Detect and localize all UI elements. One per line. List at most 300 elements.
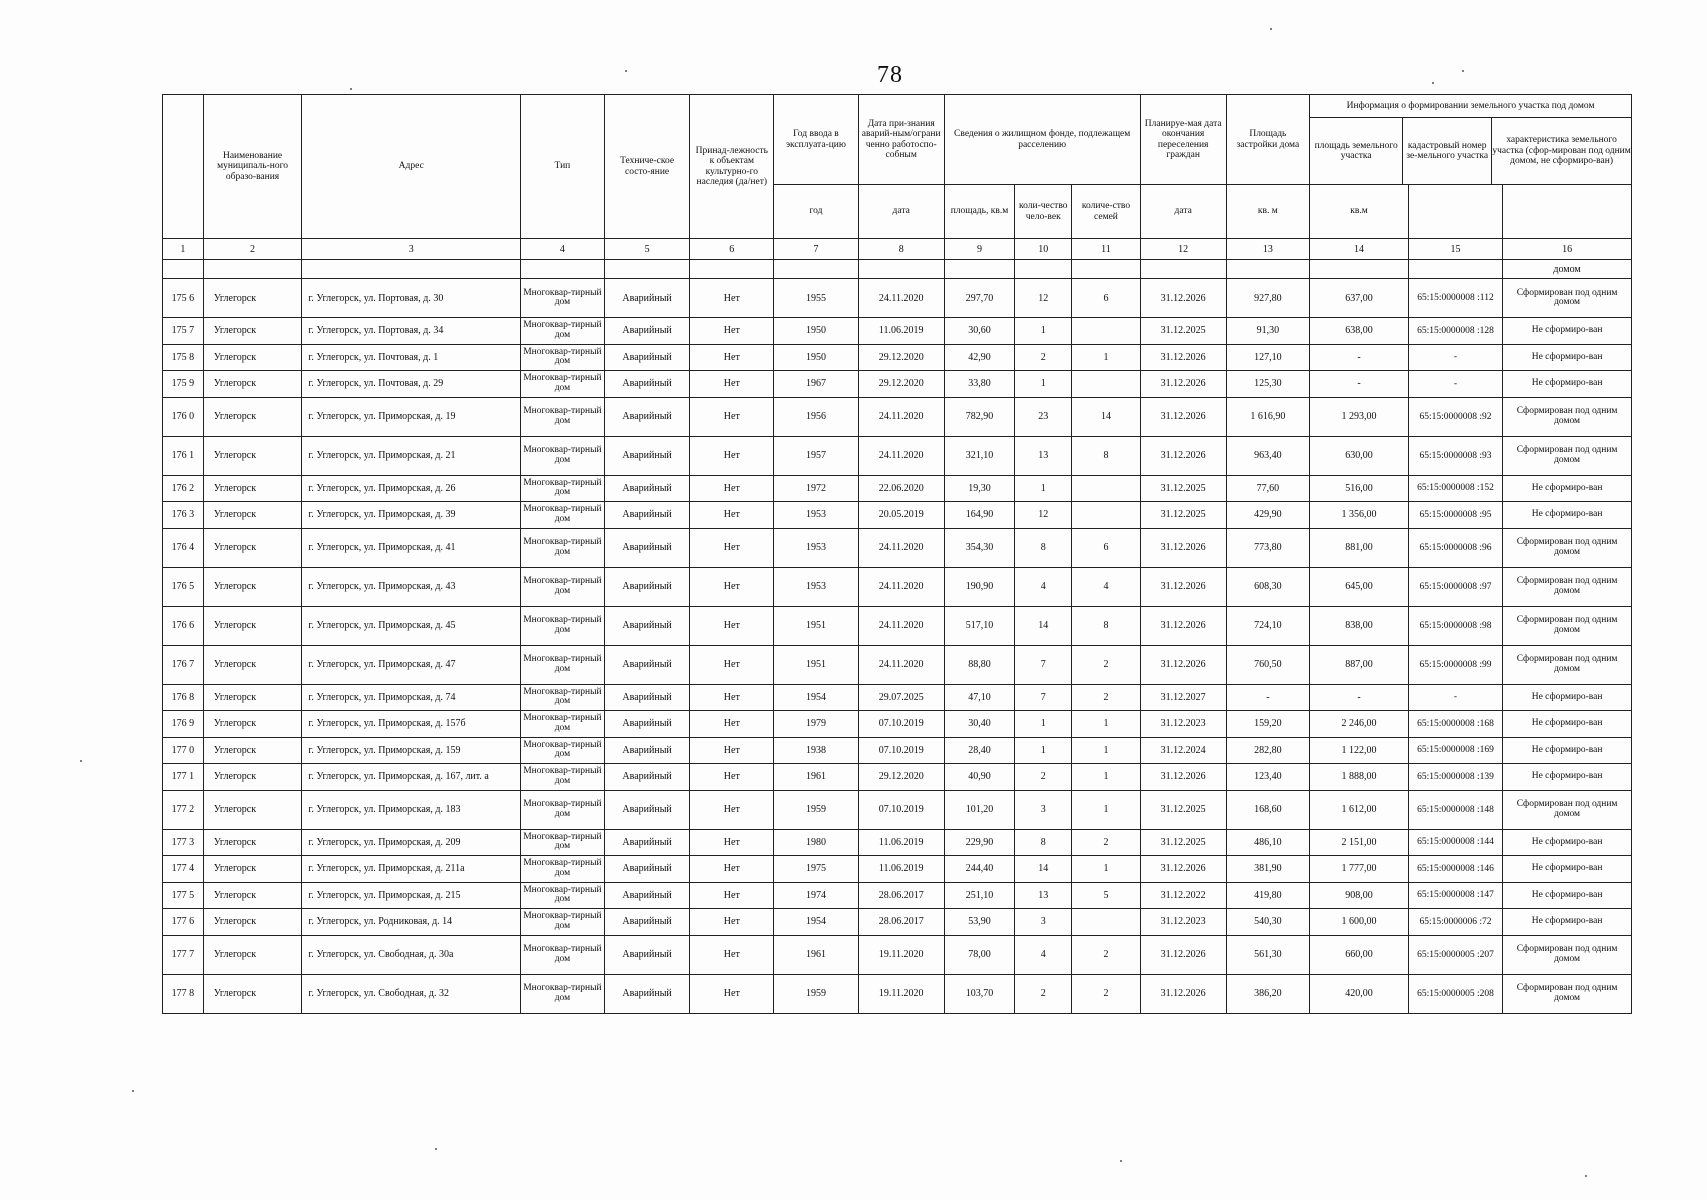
- cadastral-cell: 65:15:0000008 :169: [1408, 737, 1502, 764]
- land-area-cell: 1 612,00: [1310, 790, 1409, 829]
- table-row: [163, 344, 1632, 371]
- year-cell: 1955: [774, 279, 859, 318]
- type-cell: Многоквар-тирный дом: [521, 684, 605, 711]
- row-number: 175 9: [163, 371, 204, 398]
- land-char-cell: Не сформиро-ван: [1503, 371, 1632, 398]
- cadastral-cell: 65:15:0000008 :99: [1408, 645, 1502, 684]
- planned-date-cell: 31.12.2025: [1140, 829, 1226, 856]
- planned-date-cell: 31.12.2026: [1140, 436, 1226, 475]
- planned-date-cell: 31.12.2026: [1140, 567, 1226, 606]
- people-cell: 3: [1015, 909, 1072, 936]
- land-char-cell: Не сформиро-ван: [1503, 764, 1632, 791]
- families-cell: 6: [1072, 528, 1141, 567]
- header-commission-year: Год ввода в эксплуата-цию: [774, 95, 859, 185]
- municipality-cell: Углегорск: [203, 567, 302, 606]
- table-row: [163, 528, 1632, 567]
- type-cell: Многоквар-тирный дом: [521, 856, 605, 883]
- address-cell: г. Углегорск, ул. Приморская, д. 157б: [302, 711, 521, 738]
- people-cell: 8: [1015, 528, 1072, 567]
- type-cell: Многоквар-тирный дом: [521, 974, 605, 1013]
- address-cell: г. Углегорск, ул. Приморская, д. 39: [302, 502, 521, 529]
- header-land-area: площадь земельного участка: [1310, 118, 1403, 184]
- people-cell: 1: [1015, 711, 1072, 738]
- tech-state-cell: Аварийный: [604, 829, 690, 856]
- header-sub-cad-empty: [1408, 185, 1502, 239]
- column-number: 15: [1408, 239, 1502, 260]
- area-cell: 30,40: [944, 711, 1015, 738]
- emergency-date-cell: 24.11.2020: [858, 567, 944, 606]
- address-cell: г. Углегорск, ул. Приморская, д. 47: [302, 645, 521, 684]
- cadastral-cell: -: [1408, 371, 1502, 398]
- year-cell: 1974: [774, 882, 859, 909]
- cadastral-cell: 65:15:0000008 :144: [1408, 829, 1502, 856]
- build-area-cell: 773,80: [1226, 528, 1310, 567]
- heritage-cell: Нет: [690, 711, 774, 738]
- column-number: 1: [163, 239, 204, 260]
- planned-date-cell: 31.12.2026: [1140, 397, 1226, 436]
- area-cell: 33,80: [944, 371, 1015, 398]
- emergency-date-cell: 20.05.2019: [858, 502, 944, 529]
- year-cell: 1954: [774, 684, 859, 711]
- build-area-cell: 168,60: [1226, 790, 1310, 829]
- tech-state-cell: Аварийный: [604, 645, 690, 684]
- cadastral-cell: 65:15:0000008 :148: [1408, 790, 1502, 829]
- type-cell: Многоквар-тирный дом: [521, 279, 605, 318]
- row-number: 177 8: [163, 974, 204, 1013]
- column-number: 10: [1015, 239, 1072, 260]
- row-number: 175 7: [163, 318, 204, 345]
- land-area-cell: 637,00: [1310, 279, 1409, 318]
- area-cell: 88,80: [944, 645, 1015, 684]
- families-cell: 6: [1072, 279, 1141, 318]
- area-cell: 19,30: [944, 475, 1015, 502]
- emergency-date-cell: 28.06.2017: [858, 882, 944, 909]
- year-cell: 1959: [774, 974, 859, 1013]
- year-cell: 1975: [774, 856, 859, 883]
- people-cell: 2: [1015, 344, 1072, 371]
- municipality-cell: Углегорск: [203, 645, 302, 684]
- address-cell: г. Углегорск, ул. Приморская, д. 183: [302, 790, 521, 829]
- table-row: [163, 790, 1632, 829]
- build-area-cell: 123,40: [1226, 764, 1310, 791]
- build-area-cell: 159,20: [1226, 711, 1310, 738]
- area-cell: 321,10: [944, 436, 1015, 475]
- build-area-cell: 760,50: [1226, 645, 1310, 684]
- scan-speck: [625, 70, 627, 72]
- families-cell: 4: [1072, 567, 1141, 606]
- address-cell: г. Углегорск, ул. Приморская, д. 167, лит. а: [302, 764, 521, 791]
- land-area-cell: 838,00: [1310, 606, 1409, 645]
- emergency-date-cell: 28.06.2017: [858, 909, 944, 936]
- header-land-char: характеристика земельного участка (сфор-мирован под одним домом, не сформиро-ван): [1492, 135, 1631, 167]
- planned-date-cell: 31.12.2025: [1140, 790, 1226, 829]
- emergency-date-cell: 11.06.2019: [858, 829, 944, 856]
- row-number: 176 7: [163, 645, 204, 684]
- land-char-cell: Сформирован под одним домом: [1503, 645, 1632, 684]
- row-number: 176 8: [163, 684, 204, 711]
- header-tech-state: Техниче-ское состо-яние: [604, 95, 690, 239]
- header-municipality: Наименование муниципаль-ного образо-вания: [203, 95, 302, 239]
- table-row: [163, 475, 1632, 502]
- type-cell: Многоквар-тирный дом: [521, 935, 605, 974]
- cadastral-cell: 65:15:0000008 :128: [1408, 318, 1502, 345]
- cadastral-cell: 65:15:0000008 :168: [1408, 711, 1502, 738]
- header-sub-plan-date: дата: [1140, 185, 1226, 239]
- header-sub-people: коли-чество чело-век: [1015, 185, 1072, 239]
- families-cell: 14: [1072, 397, 1141, 436]
- heritage-cell: Нет: [690, 909, 774, 936]
- municipality-cell: Углегорск: [203, 318, 302, 345]
- municipality-cell: Углегорск: [203, 764, 302, 791]
- area-cell: 101,20: [944, 790, 1015, 829]
- families-cell: 8: [1072, 606, 1141, 645]
- planned-date-cell: 31.12.2026: [1140, 528, 1226, 567]
- type-cell: Многоквар-тирный дом: [521, 711, 605, 738]
- tech-state-cell: Аварийный: [604, 711, 690, 738]
- municipality-cell: Углегорск: [203, 344, 302, 371]
- people-cell: 14: [1015, 856, 1072, 883]
- address-cell: г. Углегорск, ул. Приморская, д. 21: [302, 436, 521, 475]
- people-cell: 12: [1015, 279, 1072, 318]
- families-cell: [1072, 502, 1141, 529]
- land-char-cell: Сформирован под одним домом: [1503, 528, 1632, 567]
- area-cell: 103,70: [944, 974, 1015, 1013]
- column-number: 8: [858, 239, 944, 260]
- cadastral-cell: 65:15:0000006 :72: [1408, 909, 1502, 936]
- land-area-cell: 1 356,00: [1310, 502, 1409, 529]
- land-char-cell: Сформирован под одним домом: [1503, 606, 1632, 645]
- area-cell: 297,70: [944, 279, 1015, 318]
- heritage-cell: Нет: [690, 567, 774, 606]
- people-cell: 13: [1015, 436, 1072, 475]
- carry-over-text: домом: [1503, 260, 1632, 279]
- tech-state-cell: Аварийный: [604, 974, 690, 1013]
- year-cell: 1951: [774, 645, 859, 684]
- heritage-cell: Нет: [690, 882, 774, 909]
- table-row: [163, 645, 1632, 684]
- people-cell: 4: [1015, 567, 1072, 606]
- land-char-cell: Не сформиро-ван: [1503, 502, 1632, 529]
- header-type: Тип: [521, 95, 605, 239]
- land-char-cell: Не сформиро-ван: [1503, 711, 1632, 738]
- municipality-cell: Углегорск: [203, 436, 302, 475]
- area-cell: 517,10: [944, 606, 1015, 645]
- land-area-cell: 908,00: [1310, 882, 1409, 909]
- families-cell: 1: [1072, 711, 1141, 738]
- land-area-cell: 881,00: [1310, 528, 1409, 567]
- address-cell: г. Углегорск, ул. Приморская, д. 211а: [302, 856, 521, 883]
- people-cell: 1: [1015, 318, 1072, 345]
- year-cell: 1953: [774, 567, 859, 606]
- area-cell: 78,00: [944, 935, 1015, 974]
- year-cell: 1961: [774, 935, 859, 974]
- land-area-cell: -: [1310, 344, 1409, 371]
- build-area-cell: 963,40: [1226, 436, 1310, 475]
- build-area-cell: 608,30: [1226, 567, 1310, 606]
- row-number: 177 4: [163, 856, 204, 883]
- year-cell: 1979: [774, 711, 859, 738]
- row-number: 176 0: [163, 397, 204, 436]
- table-header: [163, 95, 1632, 239]
- type-cell: Многоквар-тирный дом: [521, 909, 605, 936]
- year-cell: 1972: [774, 475, 859, 502]
- type-cell: Многоквар-тирный дом: [521, 606, 605, 645]
- type-cell: Многоквар-тирный дом: [521, 528, 605, 567]
- type-cell: Многоквар-тирный дом: [521, 829, 605, 856]
- cadastral-cell: 65:15:0000008 :152: [1408, 475, 1502, 502]
- table-row: [163, 909, 1632, 936]
- type-cell: Многоквар-тирный дом: [521, 882, 605, 909]
- cadastral-cell: 65:15:0000005 :208: [1408, 974, 1502, 1013]
- year-cell: 1950: [774, 344, 859, 371]
- table-row: [163, 829, 1632, 856]
- row-number: 176 6: [163, 606, 204, 645]
- heritage-cell: Нет: [690, 528, 774, 567]
- land-char-cell: Не сформиро-ван: [1503, 344, 1632, 371]
- header-sub-date: дата: [858, 185, 944, 239]
- heritage-cell: Нет: [690, 829, 774, 856]
- address-cell: г. Углегорск, ул. Приморская, д. 159: [302, 737, 521, 764]
- scan-speck: [350, 88, 352, 90]
- land-area-cell: 1 122,00: [1310, 737, 1409, 764]
- tech-state-cell: Аварийный: [604, 737, 690, 764]
- planned-date-cell: 31.12.2026: [1140, 606, 1226, 645]
- table-row: [163, 935, 1632, 974]
- area-cell: 164,90: [944, 502, 1015, 529]
- column-number: 7: [774, 239, 859, 260]
- area-cell: 42,90: [944, 344, 1015, 371]
- cadastral-cell: 65:15:0000008 :96: [1408, 528, 1502, 567]
- row-number: 177 3: [163, 829, 204, 856]
- type-cell: Многоквар-тирный дом: [521, 502, 605, 529]
- address-cell: г. Углегорск, ул. Свободная, д. 30а: [302, 935, 521, 974]
- header-planned-date: Планируе-мая дата окончания переселения граждан: [1140, 95, 1226, 185]
- header-sub-char-empty: [1503, 185, 1632, 239]
- land-char-cell: Не сформиро-ван: [1503, 737, 1632, 764]
- planned-date-cell: 31.12.2026: [1140, 645, 1226, 684]
- heritage-cell: Нет: [690, 856, 774, 883]
- build-area-cell: 540,30: [1226, 909, 1310, 936]
- build-area-cell: 927,80: [1226, 279, 1310, 318]
- people-cell: 3: [1015, 790, 1072, 829]
- type-cell: Многоквар-тирный дом: [521, 567, 605, 606]
- type-cell: Многоквар-тирный дом: [521, 318, 605, 345]
- build-area-cell: 282,80: [1226, 737, 1310, 764]
- header-sub-families: количе-ство семей: [1072, 185, 1141, 239]
- type-cell: Многоквар-тирный дом: [521, 371, 605, 398]
- land-char-cell: Сформирован под одним домом: [1503, 790, 1632, 829]
- emergency-date-cell: 24.11.2020: [858, 279, 944, 318]
- address-cell: г. Углегорск, ул. Портовая, д. 30: [302, 279, 521, 318]
- cadastral-cell: -: [1408, 344, 1502, 371]
- table-row: [163, 436, 1632, 475]
- heritage-cell: Нет: [690, 935, 774, 974]
- municipality-cell: Углегорск: [203, 371, 302, 398]
- emergency-date-cell: 29.12.2020: [858, 764, 944, 791]
- table-row: [163, 318, 1632, 345]
- families-cell: [1072, 909, 1141, 936]
- land-area-cell: 516,00: [1310, 475, 1409, 502]
- column-number: 11: [1072, 239, 1141, 260]
- table-row: [163, 371, 1632, 398]
- land-char-cell: Не сформиро-ван: [1503, 856, 1632, 883]
- type-cell: Многоквар-тирный дом: [521, 475, 605, 502]
- families-cell: [1072, 371, 1141, 398]
- emergency-date-cell: 07.10.2019: [858, 737, 944, 764]
- build-area-cell: 127,10: [1226, 344, 1310, 371]
- land-area-cell: 2 151,00: [1310, 829, 1409, 856]
- tech-state-cell: Аварийный: [604, 790, 690, 829]
- land-area-cell: 660,00: [1310, 935, 1409, 974]
- land-area-cell: 1 293,00: [1310, 397, 1409, 436]
- carry-over-row: [163, 260, 1632, 279]
- cadastral-cell: -: [1408, 684, 1502, 711]
- families-cell: 2: [1072, 645, 1141, 684]
- table-body: [163, 239, 1632, 1014]
- tech-state-cell: Аварийный: [604, 397, 690, 436]
- column-number: 4: [521, 239, 605, 260]
- address-cell: г. Углегорск, ул. Приморская, д. 43: [302, 567, 521, 606]
- area-cell: 354,30: [944, 528, 1015, 567]
- header-sub-build-unit: кв. м: [1226, 185, 1310, 239]
- land-char-cell: Сформирован под одним домом: [1503, 436, 1632, 475]
- build-area-cell: 429,90: [1226, 502, 1310, 529]
- municipality-cell: Углегорск: [203, 684, 302, 711]
- land-area-cell: -: [1310, 371, 1409, 398]
- table-row: [163, 856, 1632, 883]
- scan-speck: [1120, 1160, 1122, 1162]
- scan-speck: [1432, 82, 1434, 84]
- area-cell: 28,40: [944, 737, 1015, 764]
- families-cell: 1: [1072, 737, 1141, 764]
- land-area-cell: 645,00: [1310, 567, 1409, 606]
- heritage-cell: Нет: [690, 475, 774, 502]
- area-cell: 47,10: [944, 684, 1015, 711]
- planned-date-cell: 31.12.2026: [1140, 935, 1226, 974]
- header-land-info-title: Информация о формировании земельного участка под домом: [1310, 95, 1631, 118]
- build-area-cell: 386,20: [1226, 974, 1310, 1013]
- municipality-cell: Углегорск: [203, 737, 302, 764]
- planned-date-cell: 31.12.2026: [1140, 974, 1226, 1013]
- tech-state-cell: Аварийный: [604, 279, 690, 318]
- area-cell: 244,40: [944, 856, 1015, 883]
- build-area-cell: 419,80: [1226, 882, 1310, 909]
- people-cell: 14: [1015, 606, 1072, 645]
- municipality-cell: Углегорск: [203, 711, 302, 738]
- header-heritage: Принад-лежность к объектам культурно-го наследия (да/нет): [690, 95, 774, 239]
- municipality-cell: Углегорск: [203, 935, 302, 974]
- tech-state-cell: Аварийный: [604, 528, 690, 567]
- heritage-cell: Нет: [690, 684, 774, 711]
- heritage-cell: Нет: [690, 502, 774, 529]
- header-build-area: Площадь застройки дома: [1226, 95, 1310, 185]
- year-cell: 1953: [774, 502, 859, 529]
- land-area-cell: 1 600,00: [1310, 909, 1409, 936]
- build-area-cell: 381,90: [1226, 856, 1310, 883]
- column-number: 16: [1503, 239, 1632, 260]
- planned-date-cell: 31.12.2022: [1140, 882, 1226, 909]
- heritage-cell: Нет: [690, 790, 774, 829]
- land-char-cell: Сформирован под одним домом: [1503, 397, 1632, 436]
- cadastral-cell: 65:15:0000008 :146: [1408, 856, 1502, 883]
- row-number: 177 6: [163, 909, 204, 936]
- people-cell: 1: [1015, 475, 1072, 502]
- land-char-cell: Сформирован под одним домом: [1503, 279, 1632, 318]
- tech-state-cell: Аварийный: [604, 882, 690, 909]
- planned-date-cell: 31.12.2027: [1140, 684, 1226, 711]
- resettlement-table: [162, 94, 1632, 1014]
- families-cell: 1: [1072, 344, 1141, 371]
- scan-speck: [1462, 70, 1464, 72]
- tech-state-cell: Аварийный: [604, 502, 690, 529]
- type-cell: Многоквар-тирный дом: [521, 397, 605, 436]
- tech-state-cell: Аварийный: [604, 475, 690, 502]
- header-row-number: [163, 95, 204, 239]
- people-cell: 1: [1015, 371, 1072, 398]
- year-cell: 1938: [774, 737, 859, 764]
- page-number: 78: [877, 62, 903, 88]
- tech-state-cell: Аварийный: [604, 567, 690, 606]
- address-cell: г. Углегорск, ул. Почтовая, д. 1: [302, 344, 521, 371]
- area-cell: 229,90: [944, 829, 1015, 856]
- heritage-cell: Нет: [690, 974, 774, 1013]
- column-number: 6: [690, 239, 774, 260]
- table-row: [163, 502, 1632, 529]
- type-cell: Многоквар-тирный дом: [521, 645, 605, 684]
- tech-state-cell: Аварийный: [604, 764, 690, 791]
- table-row: [163, 567, 1632, 606]
- area-cell: 782,90: [944, 397, 1015, 436]
- column-number: 9: [944, 239, 1015, 260]
- land-char-cell: Сформирован под одним домом: [1503, 974, 1632, 1013]
- year-cell: 1951: [774, 606, 859, 645]
- row-number: 175 6: [163, 279, 204, 318]
- scan-speck: [1585, 1175, 1587, 1177]
- build-area-cell: 1 616,90: [1226, 397, 1310, 436]
- cadastral-cell: 65:15:0000008 :92: [1408, 397, 1502, 436]
- address-cell: г. Углегорск, ул. Приморская, д. 215: [302, 882, 521, 909]
- land-area-cell: 1 888,00: [1310, 764, 1409, 791]
- cadastral-cell: 65:15:0000008 :147: [1408, 882, 1502, 909]
- people-cell: 2: [1015, 974, 1072, 1013]
- people-cell: 13: [1015, 882, 1072, 909]
- land-char-cell: Не сформиро-ван: [1503, 475, 1632, 502]
- build-area-cell: 486,10: [1226, 829, 1310, 856]
- planned-date-cell: 31.12.2026: [1140, 371, 1226, 398]
- column-number: 3: [302, 239, 521, 260]
- table-row: [163, 711, 1632, 738]
- row-number: 175 8: [163, 344, 204, 371]
- address-cell: г. Углегорск, ул. Портовая, д. 34: [302, 318, 521, 345]
- land-char-cell: Не сформиро-ван: [1503, 684, 1632, 711]
- header-sub-year: год: [774, 185, 859, 239]
- people-cell: 7: [1015, 645, 1072, 684]
- tech-state-cell: Аварийный: [604, 371, 690, 398]
- families-cell: [1072, 318, 1141, 345]
- land-area-cell: -: [1310, 684, 1409, 711]
- land-area-cell: 1 777,00: [1310, 856, 1409, 883]
- year-cell: 1956: [774, 397, 859, 436]
- table-row: [163, 397, 1632, 436]
- land-char-cell: Сформирован под одним домом: [1503, 935, 1632, 974]
- planned-date-cell: 31.12.2025: [1140, 318, 1226, 345]
- column-number: 12: [1140, 239, 1226, 260]
- tech-state-cell: Аварийный: [604, 856, 690, 883]
- families-cell: 2: [1072, 974, 1141, 1013]
- heritage-cell: Нет: [690, 436, 774, 475]
- row-number: 177 7: [163, 935, 204, 974]
- type-cell: Многоквар-тирный дом: [521, 344, 605, 371]
